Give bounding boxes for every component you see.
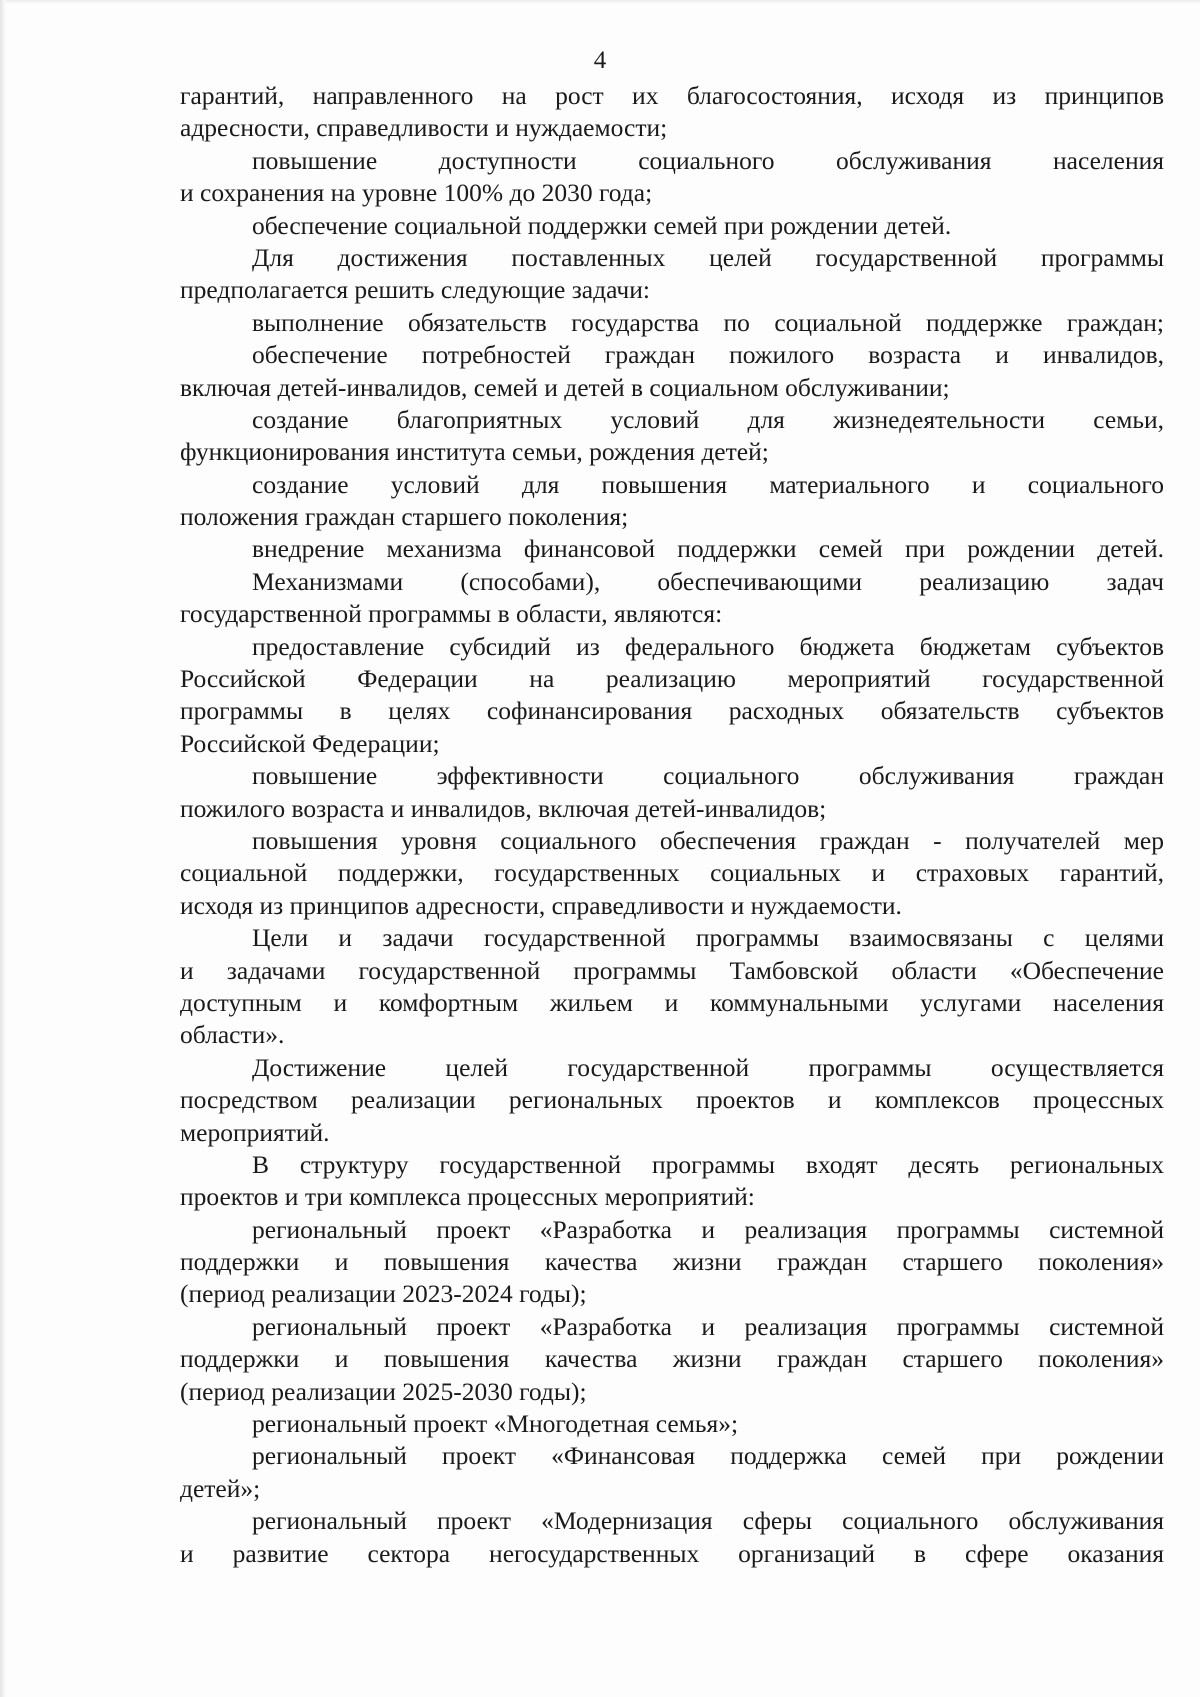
text-line: программы в целях софинансирования расходных обязательств субъектов — [180, 696, 1164, 726]
text-line: доступным и комфортным жильем и коммунальными услугами населения — [180, 987, 1164, 1017]
text-line: Российской Федерации; — [180, 728, 440, 758]
text-line: положения граждан старшего поколения; — [180, 502, 629, 532]
text-line: гарантий, направленного на рост их благосостояния, исходя из принципов — [180, 81, 1164, 110]
text-line: включая детей-инвалидов, семей и детей в социальном обслуживании; — [180, 372, 950, 402]
text-line: Цели и задачи государственной программы взаимосвязаны с целями — [252, 923, 1164, 953]
text-line: и развитие сектора негосударственных организаций в сфере оказания — [180, 1538, 1164, 1568]
text-line: и задачами государственной программы Тамбовской области «Обеспечение — [180, 955, 1164, 985]
text-line: проектов и три комплекса процессных мероприятий: — [180, 1182, 755, 1212]
text-line: адресности, справедливости и нуждаемости; — [180, 113, 668, 143]
text-line: исходя из принципов адресности, справедливости и нуждаемости. — [180, 890, 902, 920]
scan-border-top — [0, 0, 1200, 4]
text-line: предоставление субсидий из федерального бюджета бюджетам субъектов — [252, 631, 1164, 661]
text-line: мероприятий. — [180, 1117, 330, 1147]
text-line: Механизмами (способами), обеспечивающими реализацию задач — [252, 566, 1164, 596]
text-line: повышение эффективности социального обслуживания граждан — [252, 761, 1164, 791]
text-line: поддержки и повышения качества жизни граждан старшего поколения» — [180, 1344, 1164, 1374]
text-line: создание благоприятных условий для жизнедеятельности семьи, — [252, 404, 1164, 434]
text-line: повышение доступности социального обслуживания населения — [252, 145, 1164, 175]
text-line: поддержки и повышения качества жизни граждан старшего поколения» — [180, 1247, 1164, 1277]
text-line: (период реализации 2023-2024 годы); — [180, 1279, 587, 1309]
scan-border-left — [0, 0, 6, 1697]
text-line: функционирования института семьи, рождения детей; — [180, 437, 769, 467]
text-line: (период реализации 2025-2030 годы); — [180, 1376, 587, 1406]
text-line: региональный проект «Модернизация сферы социального обслуживания — [252, 1506, 1164, 1536]
text-line: посредством реализации региональных проектов и комплексов процессных — [180, 1085, 1164, 1115]
text-line: повышения уровня социального обеспечения граждан - получателей мер — [252, 825, 1164, 855]
text-line: пожилого возраста и инвалидов, включая детей-инвалидов; — [180, 793, 827, 823]
text-line: внедрение механизма финансовой поддержки семей при рождении детей. — [252, 534, 1164, 564]
text-line: региональный проект «Разработка и реализация программы системной — [252, 1311, 1164, 1341]
text-line: социальной поддержки, государственных социальных и страховых гарантий, — [180, 858, 1164, 888]
text-line: выполнение обязательств государства по социальной поддержке граждан; — [252, 307, 1164, 337]
text-line: региональный проект «Финансовая поддержка семей при рождении — [252, 1441, 1164, 1471]
text-line: области». — [180, 1020, 285, 1050]
text-line: Достижение целей государственной программы осуществляется — [252, 1052, 1164, 1082]
text-line: обеспечение потребностей граждан пожилого возраста и инвалидов, — [252, 340, 1164, 370]
text-line: предполагается решить следующие задачи: — [180, 275, 650, 305]
page-number: 4 — [593, 47, 607, 74]
text-line: и сохранения на уровне 100% до 2030 года; — [180, 178, 653, 208]
text-line: государственной программы в области, являются: — [180, 599, 723, 629]
text-line: создание условий для повышения материального и социального — [252, 469, 1164, 499]
body-text — [180, 80, 1164, 1570]
text-line: региональный проект «Многодетная семья»; — [252, 1409, 739, 1439]
text-line: детей»; — [180, 1473, 261, 1503]
text-line: Российской Федерации на реализацию мероприятий государственной — [180, 664, 1164, 694]
text-line: обеспечение социальной поддержки семей при рождении детей. — [252, 210, 952, 240]
text-line: В структуру государственной программы входят десять региональных — [252, 1149, 1164, 1179]
text-line: региональный проект «Разработка и реализация программы системной — [252, 1214, 1164, 1244]
text-line: Для достижения поставленных целей государственной программы — [252, 242, 1164, 272]
